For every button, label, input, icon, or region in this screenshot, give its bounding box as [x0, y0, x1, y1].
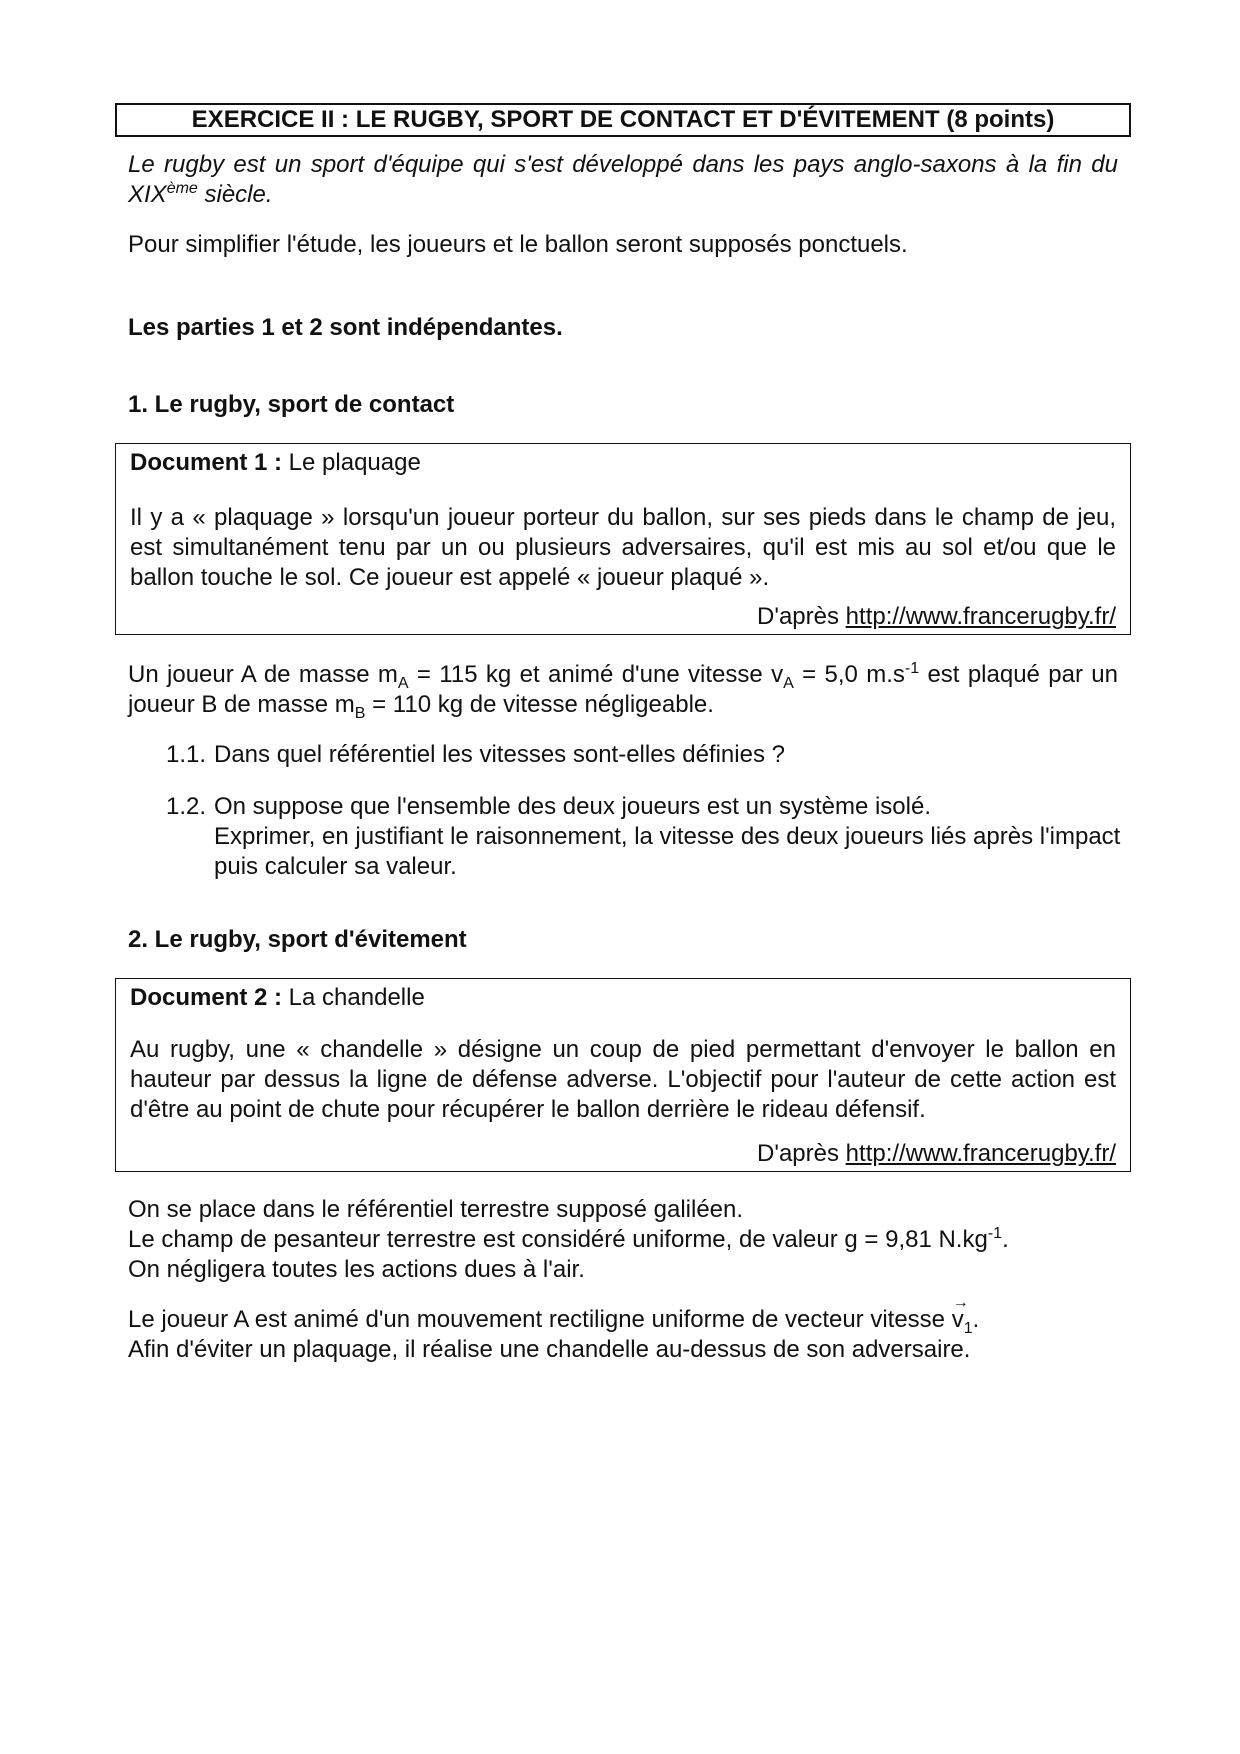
document-2-title: La chandelle: [282, 984, 425, 1011]
player-line-2: Afin d'éviter un plaquage, il réalise une chandelle au-dessus de son adversaire.: [128, 1336, 971, 1363]
part2-heading: 2. Le rugby, sport d'évitement: [128, 926, 467, 953]
parts-note: Les parties 1 et 2 sont indépendantes.: [128, 314, 563, 341]
document-2-header: [130, 983, 1116, 1013]
statement-sub: A: [783, 674, 794, 692]
vector-v1: [952, 1305, 964, 1335]
question-text: On suppose que l'ensemble des deux joueurs est un système isolé.: [214, 793, 931, 820]
context-line-2-sup: -1: [987, 1225, 1003, 1242]
question-number: 1.2.: [166, 793, 207, 820]
statement-text: = 110 kg de vitesse négligeable.: [365, 691, 714, 718]
player-line-1-end: .: [972, 1306, 980, 1333]
intro-text-end: siècle.: [197, 181, 273, 208]
player-line-1: [128, 1305, 1118, 1335]
intro-superscript: ème: [166, 180, 198, 197]
statement-text: est plaqué par un joueur B de masse m: [128, 661, 1118, 718]
player-line-1-text: Le joueur A est animé d'un mouvement rectiligne uniforme de vecteur vitesse: [128, 1306, 952, 1333]
question-text: Dans quel référentiel les vitesses sont-elles définies ?: [214, 741, 785, 768]
intro-text: Le rugby est un sport d'équipe qui s'est développé dans les pays anglo-saxons à la fin du XIX: [128, 151, 1118, 208]
part1-heading: 1. Le rugby, sport de contact: [128, 391, 455, 418]
part1-statement: [128, 660, 1118, 720]
document-2-box: [115, 978, 1131, 1172]
context-line-2-end: .: [1002, 1226, 1009, 1253]
context-line-1: On se place dans le référentiel terrestre supposé galiléen.: [128, 1196, 744, 1223]
question-number: 1.1.: [166, 741, 207, 768]
vector-symbol: v: [951, 1306, 964, 1333]
player-paragraph: [128, 1305, 1118, 1365]
document-2-source-prefix: D'après: [757, 1140, 846, 1167]
statement-text: = 5,0 m.s: [793, 661, 905, 688]
document-1-box: [115, 443, 1131, 635]
question-1-2: [166, 792, 1126, 882]
intro-paragraph: [128, 150, 1118, 210]
exercise-title: EXERCICE II : LE RUGBY, SPORT DE CONTACT ET D'ÉVITEMENT (8 points): [115, 103, 1131, 137]
document-2-source: [757, 1139, 1116, 1169]
document-1-source-prefix: D'après: [757, 603, 846, 630]
statement-sub: B: [354, 704, 366, 722]
question-text-continued: Exprimer, en justifiant le raisonnement, la vitesse des deux joueurs liés après l'impact puis calculer sa valeur.: [214, 823, 1121, 880]
document-1-title: Le plaquage: [282, 449, 421, 476]
document-1-source-link[interactable]: http://www.francerugby.fr/: [845, 603, 1116, 630]
document-1-header: [130, 448, 1116, 478]
vector-sub: 1: [963, 1319, 973, 1337]
simplification-text: Pour simplifier l'étude, les joueurs et le ballon seront supposés ponctuels.: [128, 231, 908, 258]
question-1-1: [166, 740, 1126, 770]
part2-context: [128, 1195, 1118, 1285]
statement-text: Un joueur A de masse m: [128, 661, 398, 688]
document-1-label: Document 1 :: [130, 449, 283, 476]
statement-sup: -1: [904, 660, 920, 677]
document-2-text: Au rugby, une « chandelle » désigne un coup de pied permettant d'envoyer le ballon en hauteur par dessus la ligne de défense adverse. L'objectif pour l'auteur de cette action est d'être au point de chute pour récupérer le ballon derrière le rideau défensif.: [130, 1036, 1116, 1123]
context-line-3: On négligera toutes les actions dues à l'air.: [128, 1256, 585, 1283]
context-line-2-text: Le champ de pesanteur terrestre est considéré uniforme, de valeur g = 9,81 N.kg: [128, 1226, 988, 1253]
context-line-2: [128, 1225, 1118, 1255]
document-1-source: [757, 602, 1116, 632]
statement-sub: A: [397, 674, 409, 692]
statement-text: = 115 kg et animé d'une vitesse v: [408, 661, 784, 688]
document-1-text: Il y a « plaquage » lorsqu'un joueur porteur du ballon, sur ses pieds dans le champ de jeu, est simultanément tenu par un ou plusieurs adversaires, qu'il est mis au sol et/ou que le ballon touche le sol. Ce joueur est appelé « joueur plaqué ».: [130, 504, 1116, 591]
document-2-label: Document 2 :: [130, 984, 283, 1011]
document-2-source-link[interactable]: http://www.francerugby.fr/: [845, 1140, 1116, 1167]
